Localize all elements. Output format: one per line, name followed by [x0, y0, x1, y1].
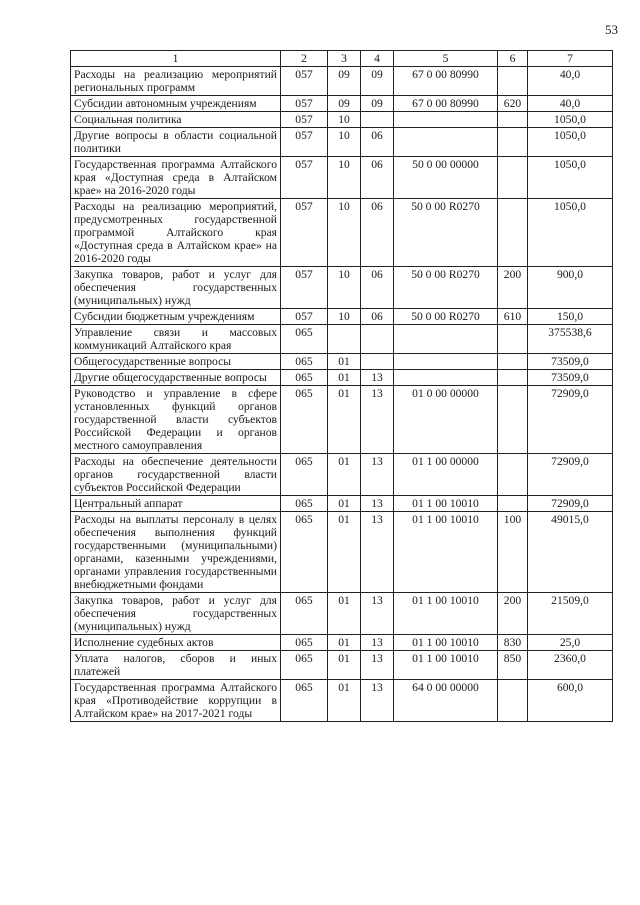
row-type — [498, 454, 528, 496]
row-type: 620 — [498, 96, 528, 112]
header-cell: 6 — [498, 51, 528, 67]
row-type: 830 — [498, 635, 528, 651]
row-section: 01 — [328, 680, 361, 722]
row-type: 200 — [498, 593, 528, 635]
table-row — [71, 112, 613, 128]
table-row — [71, 370, 613, 386]
row-subsection: 06 — [361, 128, 394, 157]
row-section: 01 — [328, 512, 361, 593]
row-article: 01 1 00 10010 — [394, 651, 498, 680]
table-row — [71, 67, 613, 96]
row-article: 01 1 00 10010 — [394, 593, 498, 635]
row-section: 01 — [328, 454, 361, 496]
row-amount: 900,0 — [528, 267, 613, 309]
row-article — [394, 112, 498, 128]
row-name: Управление связи и массовых коммуникаций Алтайского края — [71, 325, 281, 354]
table-row — [71, 128, 613, 157]
row-type — [498, 157, 528, 199]
budget-table — [70, 50, 613, 722]
row-section: 01 — [328, 496, 361, 512]
row-code: 057 — [281, 199, 328, 267]
row-code: 065 — [281, 325, 328, 354]
row-amount: 25,0 — [528, 635, 613, 651]
row-code: 065 — [281, 354, 328, 370]
header-cell: 3 — [328, 51, 361, 67]
row-name: Субсидии автономным учреждениям — [71, 96, 281, 112]
row-subsection: 13 — [361, 386, 394, 454]
table-row — [71, 267, 613, 309]
row-amount: 1050,0 — [528, 157, 613, 199]
table-row — [71, 386, 613, 454]
row-section: 09 — [328, 96, 361, 112]
row-section: 01 — [328, 370, 361, 386]
header-cell: 1 — [71, 51, 281, 67]
table-row — [71, 454, 613, 496]
row-type — [498, 199, 528, 267]
table-row — [71, 157, 613, 199]
header-cell: 2 — [281, 51, 328, 67]
row-amount: 40,0 — [528, 96, 613, 112]
row-code: 065 — [281, 635, 328, 651]
row-code: 065 — [281, 680, 328, 722]
table-row — [71, 309, 613, 325]
row-type — [498, 67, 528, 96]
row-article: 01 1 00 10010 — [394, 635, 498, 651]
row-subsection — [361, 354, 394, 370]
row-amount: 72909,0 — [528, 496, 613, 512]
table-row — [71, 680, 613, 722]
row-name: Расходы на обеспечение деятельности органов государственной власти субъектов Российской Федерации — [71, 454, 281, 496]
row-article: 01 1 00 00000 — [394, 454, 498, 496]
row-code: 057 — [281, 157, 328, 199]
row-amount: 600,0 — [528, 680, 613, 722]
row-name: Другие вопросы в области социальной политики — [71, 128, 281, 157]
row-code: 065 — [281, 651, 328, 680]
row-code: 065 — [281, 386, 328, 454]
row-amount: 72909,0 — [528, 454, 613, 496]
row-amount: 21509,0 — [528, 593, 613, 635]
row-section: 09 — [328, 67, 361, 96]
row-type — [498, 680, 528, 722]
table-row — [71, 96, 613, 112]
row-name: Уплата налогов, сборов и иных платежей — [71, 651, 281, 680]
table-row — [71, 651, 613, 680]
row-subsection: 13 — [361, 454, 394, 496]
row-name: Общегосударственные вопросы — [71, 354, 281, 370]
page-number: 53 — [605, 22, 618, 37]
row-section: 01 — [328, 651, 361, 680]
row-code: 057 — [281, 267, 328, 309]
row-type — [498, 496, 528, 512]
row-name: Закупка товаров, работ и услуг для обеспечения государственных (муниципальных) нужд — [71, 593, 281, 635]
row-subsection: 06 — [361, 309, 394, 325]
row-code: 057 — [281, 128, 328, 157]
row-article — [394, 370, 498, 386]
row-name: Закупка товаров, работ и услуг для обеспечения государственных (муниципальных) нужд — [71, 267, 281, 309]
row-article: 50 0 00 R0270 — [394, 267, 498, 309]
row-name: Субсидии бюджетным учреждениям — [71, 309, 281, 325]
row-subsection: 06 — [361, 157, 394, 199]
row-type — [498, 325, 528, 354]
row-subsection: 09 — [361, 96, 394, 112]
row-code: 065 — [281, 512, 328, 593]
row-article: 67 0 00 80990 — [394, 96, 498, 112]
row-name: Расходы на выплаты персоналу в целях обеспечения выполнения функций государственными (муниципальными) органами, казенными учреждениями, органами управления государственными внебюджетными фондами — [71, 512, 281, 593]
row-name: Социальная политика — [71, 112, 281, 128]
row-amount: 73509,0 — [528, 354, 613, 370]
row-subsection: 13 — [361, 651, 394, 680]
table-row — [71, 354, 613, 370]
row-subsection: 13 — [361, 512, 394, 593]
row-subsection: 13 — [361, 593, 394, 635]
row-amount: 1050,0 — [528, 128, 613, 157]
row-section: 10 — [328, 267, 361, 309]
row-name: Государственная программа Алтайского края «Доступная среда в Алтайском крае» на 2016-2020 годы — [71, 157, 281, 199]
row-amount: 375538,6 — [528, 325, 613, 354]
row-code: 065 — [281, 496, 328, 512]
row-type — [498, 112, 528, 128]
row-article — [394, 325, 498, 354]
row-code: 057 — [281, 112, 328, 128]
row-article: 50 0 00 00000 — [394, 157, 498, 199]
row-subsection: 13 — [361, 496, 394, 512]
row-article: 50 0 00 R0270 — [394, 309, 498, 325]
row-code: 065 — [281, 593, 328, 635]
row-section: 10 — [328, 157, 361, 199]
row-amount: 150,0 — [528, 309, 613, 325]
row-amount: 73509,0 — [528, 370, 613, 386]
row-subsection: 13 — [361, 635, 394, 651]
row-section: 01 — [328, 386, 361, 454]
row-code: 057 — [281, 309, 328, 325]
row-amount: 2360,0 — [528, 651, 613, 680]
header-cell: 4 — [361, 51, 394, 67]
table-row — [71, 635, 613, 651]
row-code: 065 — [281, 454, 328, 496]
row-article: 01 0 00 00000 — [394, 386, 498, 454]
row-amount: 40,0 — [528, 67, 613, 96]
row-amount: 72909,0 — [528, 386, 613, 454]
row-subsection: 06 — [361, 267, 394, 309]
row-section: 01 — [328, 593, 361, 635]
row-type: 850 — [498, 651, 528, 680]
row-article: 67 0 00 80990 — [394, 67, 498, 96]
table-row — [71, 496, 613, 512]
table-row — [71, 593, 613, 635]
row-type: 200 — [498, 267, 528, 309]
row-subsection — [361, 112, 394, 128]
row-name: Расходы на реализацию мероприятий региональных программ — [71, 67, 281, 96]
header-row — [71, 51, 613, 67]
table-row — [71, 325, 613, 354]
row-name: Расходы на реализацию мероприятий, предусмотренных государственной программой Алтайского края «Доступная среда в Алтайском крае» на 2016-2020 годы — [71, 199, 281, 267]
row-code: 065 — [281, 370, 328, 386]
header-cell: 5 — [394, 51, 498, 67]
row-subsection: 06 — [361, 199, 394, 267]
row-article — [394, 128, 498, 157]
row-subsection: 09 — [361, 67, 394, 96]
row-type: 610 — [498, 309, 528, 325]
row-subsection: 13 — [361, 680, 394, 722]
header-cell: 7 — [528, 51, 613, 67]
row-name: Руководство и управление в сфере установленных функций органов государственной власти субъектов Российской Федерации и органов местного самоуправления — [71, 386, 281, 454]
row-article: 50 0 00 R0270 — [394, 199, 498, 267]
row-section: 10 — [328, 199, 361, 267]
row-name: Другие общегосударственные вопросы — [71, 370, 281, 386]
row-section — [328, 325, 361, 354]
row-type — [498, 354, 528, 370]
row-code: 057 — [281, 96, 328, 112]
row-name: Государственная программа Алтайского края «Противодействие коррупции в Алтайском крае» на 2017-2021 годы — [71, 680, 281, 722]
row-type — [498, 370, 528, 386]
row-code: 057 — [281, 67, 328, 96]
row-name: Центральный аппарат — [71, 496, 281, 512]
row-subsection: 13 — [361, 370, 394, 386]
table-row — [71, 199, 613, 267]
row-section: 01 — [328, 354, 361, 370]
row-article — [394, 354, 498, 370]
row-article: 01 1 00 10010 — [394, 512, 498, 593]
row-amount: 1050,0 — [528, 112, 613, 128]
row-amount: 1050,0 — [528, 199, 613, 267]
row-section: 10 — [328, 112, 361, 128]
row-amount: 49015,0 — [528, 512, 613, 593]
row-section: 10 — [328, 309, 361, 325]
row-section: 01 — [328, 635, 361, 651]
table-row — [71, 512, 613, 593]
row-section: 10 — [328, 128, 361, 157]
row-article: 64 0 00 00000 — [394, 680, 498, 722]
row-article: 01 1 00 10010 — [394, 496, 498, 512]
row-type — [498, 128, 528, 157]
row-type: 100 — [498, 512, 528, 593]
row-subsection — [361, 325, 394, 354]
row-name: Исполнение судебных актов — [71, 635, 281, 651]
row-type — [498, 386, 528, 454]
